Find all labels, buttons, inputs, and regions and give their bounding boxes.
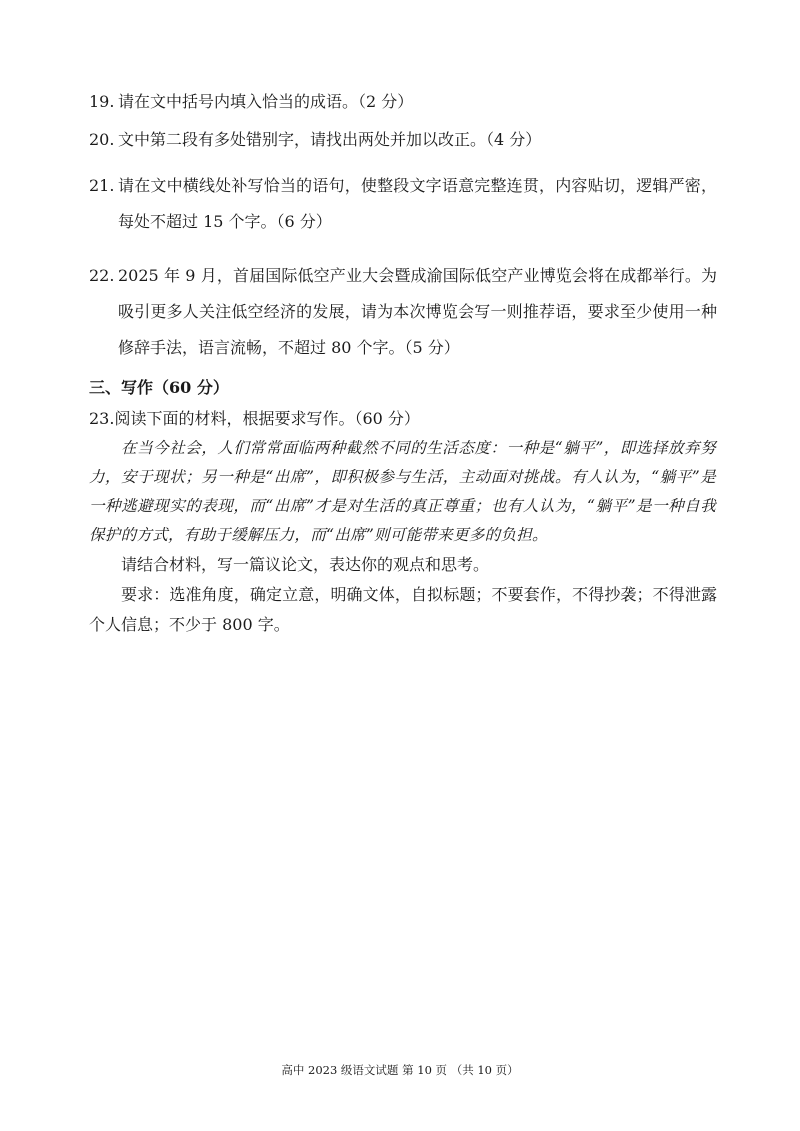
question-number: 19. [89,92,115,111]
question-text: 请在文中横线处补写恰当的语句，使整段文字语意完整连贯，内容贴切，逻辑严密，每处不超过 15 个字。（6 分） [118,176,717,231]
question-text: 文中第二段有多处错别字，请找出两处并加以改正。（4 分） [118,130,542,149]
question-number: 22. [89,266,115,285]
writing-instruction: 请结合材料，写一篇议论文，表达你的观点和思考。 [121,555,490,574]
question-text: 2025 年 9 月，首届国际低空产业大会暨成渝国际低空产业博览会将在成都举行。为吸引更多人关注低空经济的发展，请为本次博览会写一则推荐语，要求至少使用一种修辞手法，语言流畅，不超过 80 个字。（5 分） [118,266,717,357]
question-number: 20. [89,130,115,149]
question-text: 阅读下面的材料，根据要求写作。（60 分） [114,409,420,428]
writing-material: 在当今社会，人们常常面临两种截然不同的生活态度：一种是“躺平”，即选择放弃努力，安于现状；另一种是“出席”，即积极参与生活，主动面对挑战。有人认为，“躺平”是一种逃避现实的表现，而“出席”才是对生活的真正尊重；也有人认为，“躺平”是一种自我保护的方式，有助于缓解压力，而“出席”则可能带来更多的负担。 [89,439,716,544]
question-19 [89,84,717,120]
question-number: 23. [89,409,115,428]
section-title: 三、写作（60 分） [89,378,229,397]
question-21 [89,168,717,240]
writing-requirements: 要求：选准角度，确定立意，明确文体，自拟标题；不要套作，不得抄袭；不得泄露个人信息；不少于 800 字。 [89,585,717,634]
question-23 [89,404,420,434]
question-text: 请在文中括号内填入恰当的成语。（2 分） [118,92,414,111]
question-20 [89,122,717,158]
question-22 [89,258,717,366]
page-footer: 高中 2023 级语文试题 第 10 页 （共 10 页） [281,1063,519,1077]
question-number: 21. [89,176,115,195]
